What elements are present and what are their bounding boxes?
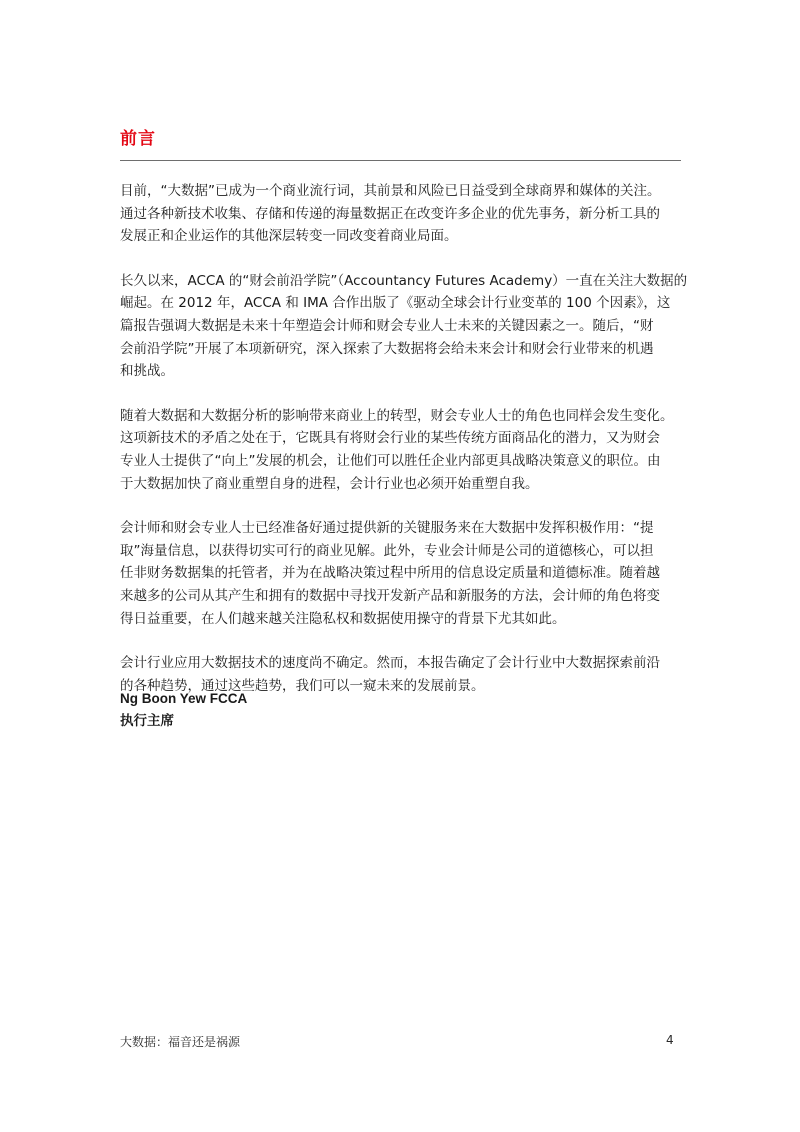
section-heading: 前言 xyxy=(120,129,156,149)
heading-divider xyxy=(120,160,681,161)
footer-title: 大数据：福音还是祸源 xyxy=(120,1035,241,1049)
signatory-name: Ng Boon Yew FCCA xyxy=(120,691,248,706)
paragraph-2: 长久以来，ACCA 的“财会前沿学院”（Accountancy Futures Academy）一直在关注大数据的 崛起。在 2012 年，ACCA 和 IMA 合作出版了《驱动全球会计行业变革的 100 个因素》，这 篇报告强调大数据是未来十年塑造会计师和财会专业人士未来的关键因素之一。随后，“财 会前沿学院”开展了本项新研究，深入探索了大数据将会给未来会计和财会行业带来的机遇 和挑战。 xyxy=(120,272,688,380)
paragraph-4: 会计师和财会专业人士已经准备好通过提供新的关键服务来在大数据中发挥积极作用：“提 取”海量信息，以获得切实可行的商业见解。此外，专业会计师是公司的道德核心，可以担 任非财务数据集的托管者，并为在战略决策过程中所用的信息设定质量和道德标准。随着越 来越多的公司从其产生和拥有的数据中寻找开发新产品和新服务的方法，会计师的角色将变 得日益重要，在人们越来越关注隐私权和数据使用操守的背景下尤其如此。 xyxy=(120,520,660,627)
signature-block xyxy=(120,688,247,732)
paragraph-3: 随着大数据和大数据分析的影响带来商业上的转型，财会专业人士的角色也同样会发生变化。 这项新技术的矛盾之处在于，它既具有将财会行业的某些传统方面商品化的潜力，又为财会 专业人士提供了“向上”发展的机会，让他们可以胜任企业内部更具战略决策意义的职位。由 于大数据加快了商业重塑自身的进程，会计行业也必须开始重塑自我。 xyxy=(120,407,674,492)
page-number: 4 xyxy=(666,1033,674,1047)
body-text xyxy=(120,180,690,719)
signatory-title: 执行主席 xyxy=(120,713,174,728)
paragraph-5: 会计行业应用大数据技术的速度尚不确定。然而，本报告确定了会计行业中大数据探索前沿 的各种趋势，通过这些趋势，我们可以一窥未来的发展前景。 xyxy=(120,655,660,694)
paragraph-1: 目前，“大数据”已成为一个商业流行词，其前景和风险已日益受到全球商界和媒体的关注。 通过各种新技术收集、存储和传递的海量数据正在改变许多企业的优先事务，新分析工具的 发展正和企业运作的其他深层转变一同改变着商业局面。 xyxy=(120,183,661,245)
